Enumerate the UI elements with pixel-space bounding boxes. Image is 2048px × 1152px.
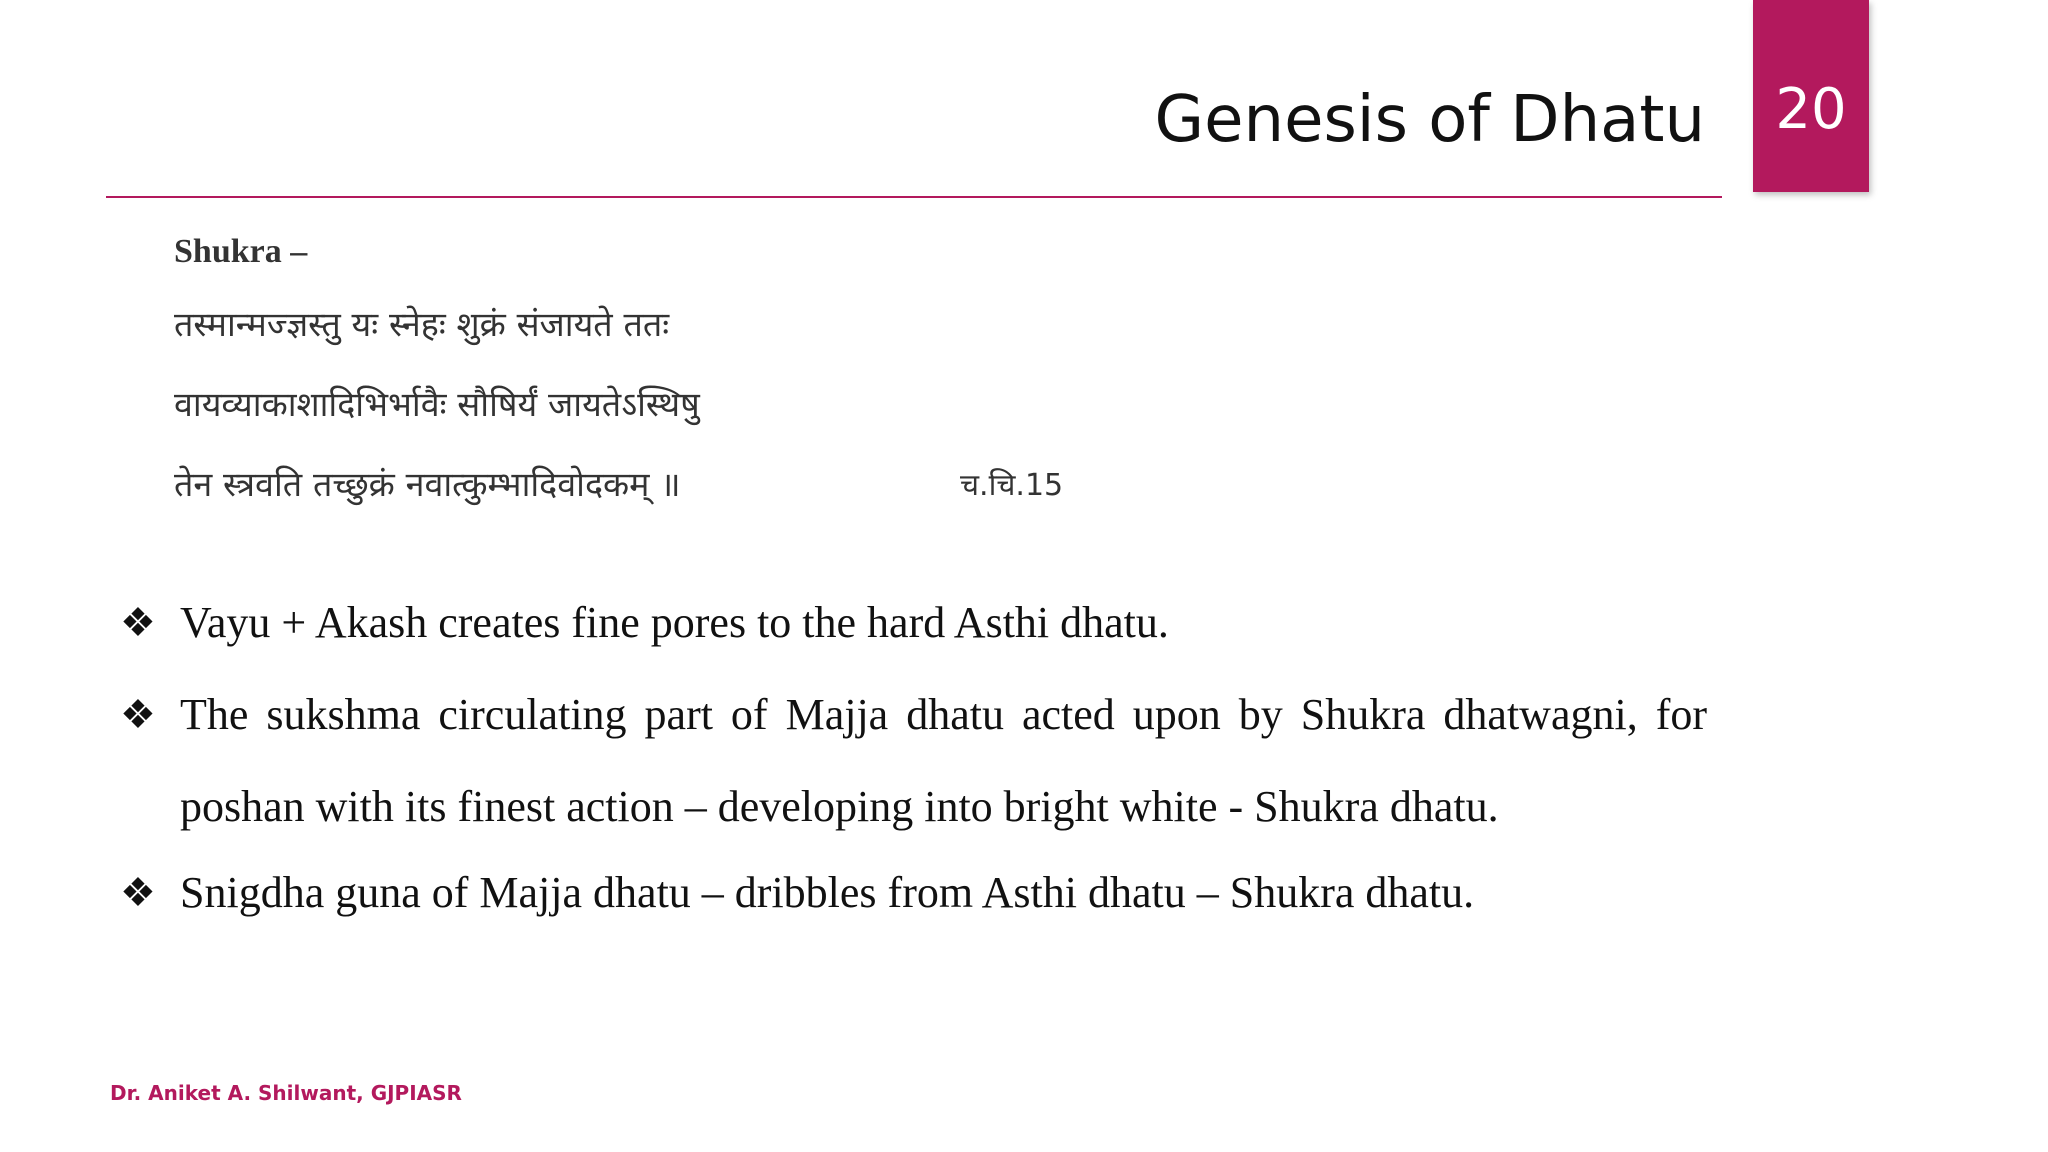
sloka-line-3: तेन स्त्रवति तच्छुक्रं नवात्कुम्भादिवोदकम् ॥	[174, 465, 681, 505]
slide-number-tab	[1753, 0, 1869, 192]
sloka-line-2: वायव्याकाशादिभिर्भावैः सौषिर्यं जायतेऽस्थिषु	[174, 385, 700, 425]
sloka-reference: च.चि.15	[960, 468, 1064, 503]
bullet-text: Vayu + Akash creates fine pores to the hard Asthi dhatu.	[180, 598, 1169, 647]
bullet-list	[120, 577, 1707, 939]
sloka-line-1: तस्मान्मज्ज्ञस्तु यः स्नेहः शुक्रं संजायते ततः	[174, 305, 670, 345]
footer-author: Dr. Aniket A. Shilwant, GJPIASR	[110, 1081, 462, 1105]
bullet-item	[120, 847, 1707, 939]
slide-title: Genesis of Dhatu	[1154, 83, 1705, 157]
title-divider	[106, 196, 1722, 198]
sanskrit-sloka	[174, 235, 700, 525]
diamond-bullet-icon: ❖	[120, 870, 156, 915]
bullet-text: Snigdha guna of Majja dhatu – dribbles from Asthi dhatu – Shukra dhatu.	[180, 868, 1475, 917]
sloka-heading: Shukra –	[174, 233, 308, 270]
diamond-bullet-icon: ❖	[120, 600, 156, 645]
diamond-bullet-icon: ❖	[120, 692, 156, 737]
bullet-item	[120, 669, 1707, 853]
bullet-text: The sukshma circulating part of Majja dhatu acted upon by Shukra dhatwagni, for poshan with its finest action – developing into bright white - Shukra dhatu.	[180, 690, 1707, 831]
bullet-item	[120, 577, 1707, 669]
slide-number: 20	[1775, 77, 1847, 142]
